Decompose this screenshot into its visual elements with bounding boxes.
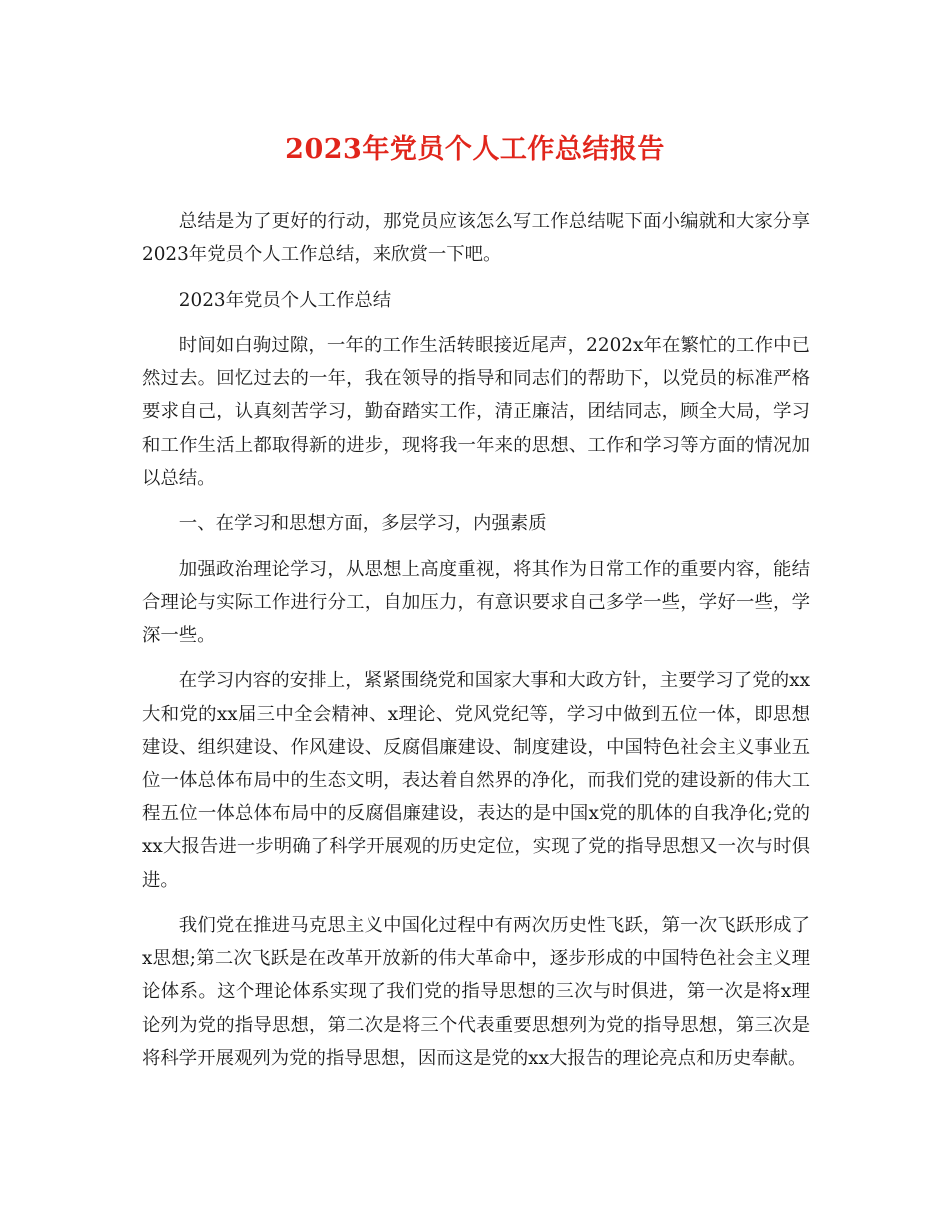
subtitle-paragraph: 2023年党员个人工作总结 xyxy=(178,289,392,311)
section-heading: 一、在学习和思想方面，多层学习，内强素质 xyxy=(178,513,547,535)
body-paragraph: 我们党在推进马克思主义中国化过程中有两次历史性飞跃，第一次飞跃形成了x思想;第二次飞跃是在改革开放新的伟大革命中，逐步形成的中国特色社会主义理论体系。这个理论体系实现了我们党的指导思想的三次与时俱进，第一次是将x理论列为党的指导思想，第二次是将三个代表重要思想列为党的指导思想，第三次是将科学开展观列为党的指导思想，因而这是党的xx大报告的理论亮点和历史奉献。 xyxy=(142,914,810,1069)
body-paragraph: 加强政治理论学习，从思想上高度重视，将其作为日常工作的重要内容，能结合理论与实际工作进行分工，自加压力，有意识要求自己多学一些，学好一些，学深一些。 xyxy=(142,558,810,646)
body-paragraph: 时间如白驹过隙，一年的工作生活转眼接近尾声，2202x年在繁忙的工作中已然过去。回忆过去的一年，我在领导的指导和同志们的帮助下，以党员的标准严格要求自己，认真刻苦学习，勤奋踏实工作，清正廉洁，团结同志，顾全大局，学习和工作生活上都取得新的进步，现将我一年来的思想、工作和学习等方面的情况加以总结。 xyxy=(142,334,810,489)
body-paragraph: 在学习内容的安排上，紧紧围绕党和国家大事和大政方针，主要学习了党的xx大和党的xx届三中全会精神、x理论、党风党纪等，学习中做到五位一体，即思想建设、组织建设、作风建设、反腐倡廉建设、制度建设，中国特色社会主义事业五位一体总体布局中的生态文明，表达着自然界的净化，而我们党的建设新的伟大工程五位一体总体布局中的反腐倡廉建设，表达的是中国x党的肌体的自我净化;党的xx大报告进一步明确了科学开展观的历史定位，实现了党的指导思想又一次与时俱进。 xyxy=(142,670,810,891)
intro-paragraph: 总结是为了更好的行动，那党员应该怎么写工作总结呢下面小编就和大家分享2023年党员个人工作总结，来欣赏一下吧。 xyxy=(142,211,810,266)
document-title: 2023年党员个人工作总结报告 xyxy=(285,134,665,165)
document-body xyxy=(142,205,810,1087)
